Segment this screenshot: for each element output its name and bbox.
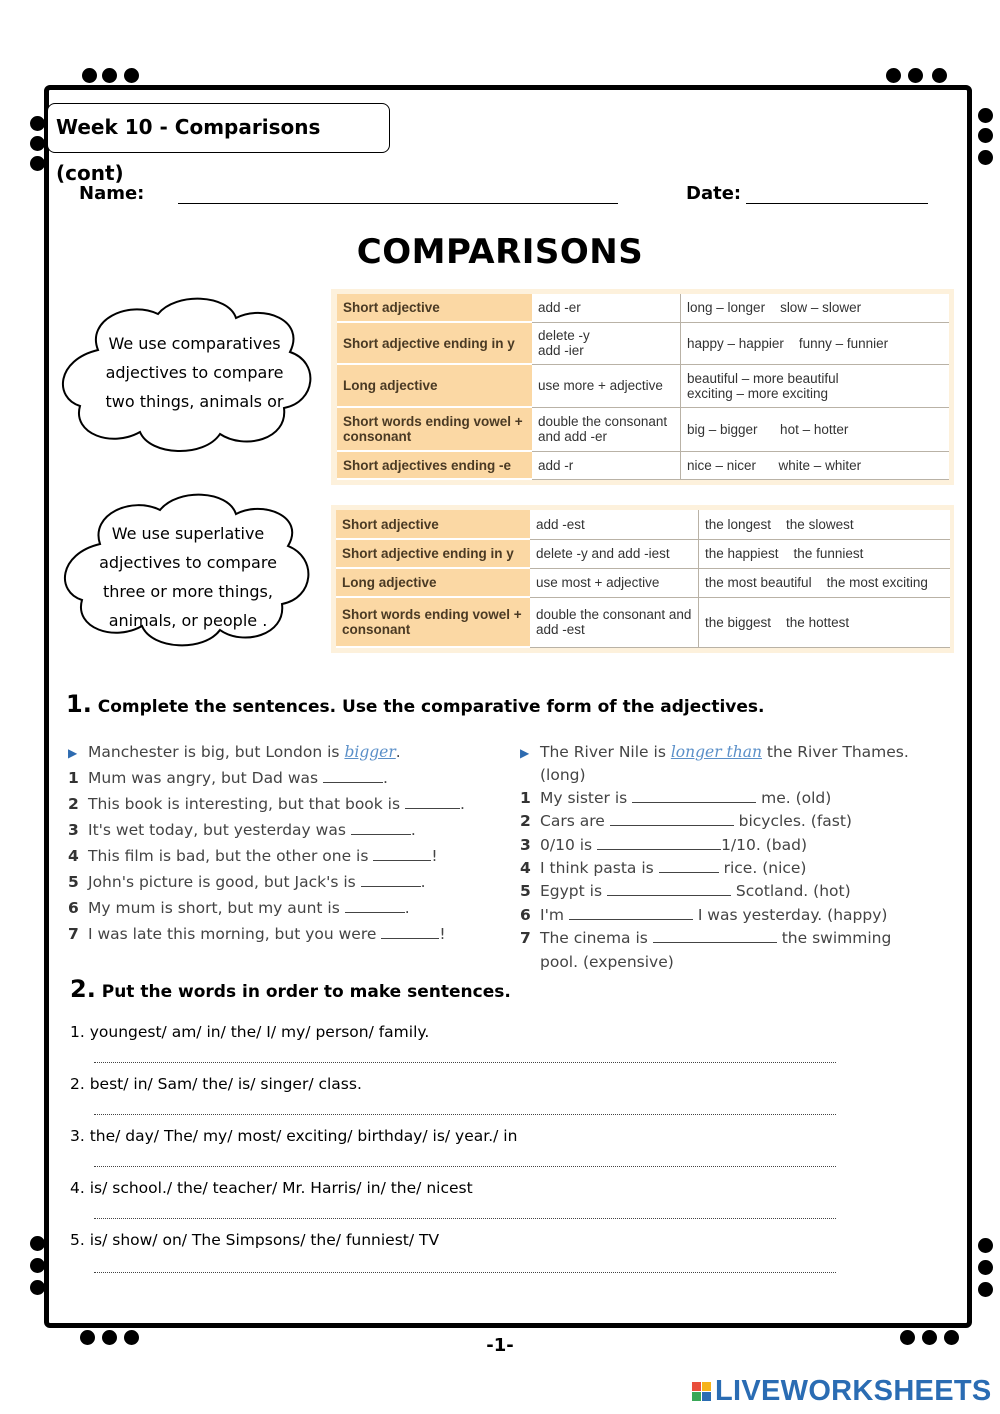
exercise1-right-item (520, 906, 887, 924)
answer-blank[interactable] (373, 848, 431, 861)
table-cell: use most + adjective (530, 568, 699, 597)
item-pre: The cinema is (540, 929, 648, 947)
decor-dot (82, 68, 97, 83)
exercise1-left-example: ▶ Manchester is big, but London is bigger. (68, 743, 401, 761)
exercise1-right-item (520, 859, 806, 877)
liveworksheets-logo-icon (692, 1382, 711, 1401)
exercise1-right-item (520, 882, 851, 900)
exercise1-left-item (68, 925, 446, 943)
comparative-table (337, 294, 949, 480)
exercise1-right-item (520, 812, 852, 830)
name-label: Name: (79, 183, 145, 204)
item-number: 1 (68, 769, 79, 787)
example-hint: (long) (540, 766, 586, 784)
decor-dot (102, 68, 117, 83)
table-row (337, 364, 949, 407)
exercise2-number: 2. (70, 975, 96, 1003)
exercise1-left-item (68, 873, 426, 891)
table-cell: happy – happier funny – funnier (681, 322, 950, 364)
item-pre: 0/10 is (540, 836, 593, 854)
play-arrow-icon: ▶ (68, 746, 78, 760)
cloud-comparatives-line: We use comparatives (108, 334, 281, 353)
exercise1-right-example (520, 743, 909, 761)
exercise1-right-item (520, 789, 831, 807)
table-row (336, 539, 950, 568)
item-post: the swimming (781, 929, 892, 947)
decor-dot (886, 68, 901, 83)
answer-blank[interactable] (361, 874, 421, 887)
page-number: -1- (486, 1335, 514, 1356)
date-label: Date: (686, 183, 742, 204)
table-cell: the most beautiful the most exciting (699, 568, 951, 597)
answer-blank[interactable] (351, 822, 411, 835)
table-cell: the happiest the funniest (699, 539, 951, 568)
table-row (337, 294, 949, 322)
table-cell: Long adjective (336, 568, 530, 597)
answer-blank[interactable] (323, 770, 383, 783)
item-pre: My sister is (540, 789, 628, 807)
answer-line[interactable] (94, 1114, 836, 1115)
item-text: It's wet today, but yesterday was (88, 821, 346, 839)
decor-dot (978, 1260, 993, 1275)
answer-line[interactable] (94, 1166, 836, 1167)
decor-dot (30, 1258, 45, 1273)
table-cell: beautiful – more beautiful exciting – more exciting (681, 364, 950, 407)
superlative-table (336, 510, 950, 648)
liveworksheets-brand[interactable] (692, 1374, 992, 1408)
example-answer: longer than (670, 743, 762, 761)
table-cell: double the consonant and add -est (530, 597, 699, 647)
item-text: Mum was angry, but Dad was (88, 769, 319, 787)
table-row (336, 568, 950, 597)
item-number: 4 (68, 847, 79, 865)
exercise1-right-item (520, 836, 807, 854)
table-cell: Short adjective (337, 294, 532, 322)
item-end: ! (439, 925, 446, 943)
table-cell: delete -y add -ier (532, 322, 681, 364)
page-title: COMPARISONS (356, 232, 644, 272)
item-post: Scotland. (hot) (735, 882, 851, 900)
cloud-superlatives-line: We use superlative (111, 524, 265, 543)
item-number: 6 (68, 899, 79, 917)
exercise2-instruction: Put the words in order to make sentences. (101, 982, 511, 1002)
item-number: 2 (68, 795, 79, 813)
table-cell: Short adjective ending in y (337, 322, 532, 364)
play-arrow-icon: ▶ (520, 746, 530, 760)
exercise2-item: 5. is/ show/ on/ The Simpsons/ the/ funniest/ TV (70, 1231, 440, 1249)
table-row (336, 597, 950, 647)
item-end: . (460, 795, 465, 813)
answer-blank[interactable] (653, 930, 777, 943)
example-text: The River Nile is (540, 743, 666, 761)
name-input-line[interactable] (178, 203, 618, 204)
answer-line[interactable] (94, 1272, 836, 1273)
exercise1-right-item (520, 929, 891, 947)
cloud-comparatives-line: adjectives to compare (105, 363, 284, 382)
cloud-superlatives-line: animals, or people . (108, 611, 268, 630)
answer-blank[interactable] (610, 813, 734, 826)
item-text: This book is interesting, but that book is (88, 795, 401, 813)
exercise1-left-item (68, 795, 465, 813)
exercise2-heading (70, 975, 511, 1003)
item-post: me. (old) (761, 789, 832, 807)
right-last-line: pool. (expensive) (540, 953, 674, 971)
answer-blank[interactable] (607, 883, 731, 896)
table-cell: Short words ending vowel + consonant (337, 407, 532, 451)
item-number: 2 (520, 812, 531, 830)
table-cell: the longest the slowest (699, 510, 951, 539)
decor-dot (978, 150, 993, 165)
decor-dot (978, 108, 993, 123)
answer-blank[interactable] (569, 907, 693, 920)
table-cell: double the consonant and add -er (532, 407, 681, 451)
cloud-superlatives-line: adjectives to compare (99, 553, 277, 572)
table-cell: Long adjective (337, 364, 532, 407)
table-cell: nice – nicer white – whiter (681, 451, 950, 479)
item-end: . (383, 769, 388, 787)
item-number: 3 (520, 836, 531, 854)
decor-dot (30, 1280, 45, 1295)
exercise1-left-item (68, 769, 388, 787)
cloud-comparatives-line: two things, animals or (105, 392, 284, 411)
date-input-line[interactable] (746, 203, 928, 204)
table-cell: use more + adjective (532, 364, 681, 407)
exercise2-item: 3. the/ day/ The/ my/ most/ exciting/ birthday/ is/ year./ in (70, 1127, 518, 1145)
decor-dot (932, 68, 947, 83)
item-number: 5 (68, 873, 79, 891)
exercise1-instruction: Complete the sentences. Use the comparative form of the adjectives. (97, 697, 765, 717)
item-number: 3 (68, 821, 79, 839)
answer-blank[interactable] (597, 837, 721, 850)
item-post: bicycles. (fast) (738, 812, 852, 830)
exercise2-item: 2. best/ in/ Sam/ the/ is/ singer/ class. (70, 1075, 362, 1093)
item-number: 7 (520, 929, 531, 947)
item-post: 1/10. (bad) (721, 836, 807, 854)
week-title: Week 10 - Comparisons (cont) (47, 103, 390, 153)
decor-dot (908, 68, 923, 83)
table-cell: add -er (532, 294, 681, 322)
decor-dot (30, 116, 45, 131)
item-pre: Cars are (540, 812, 605, 830)
answer-blank[interactable] (659, 860, 719, 873)
item-text: This film is bad, but the other one is (88, 847, 369, 865)
answer-blank[interactable] (381, 926, 439, 939)
item-text: My mum is short, but my aunt is (88, 899, 340, 917)
decor-dot (30, 156, 45, 171)
exercise1-heading (66, 690, 765, 718)
decor-dot (30, 1236, 45, 1251)
item-number: 5 (520, 882, 531, 900)
table-row (337, 451, 949, 479)
item-number: 1 (520, 789, 531, 807)
item-text: John's picture is good, but Jack's is (88, 873, 356, 891)
table-cell: delete -y and add -iest (530, 539, 699, 568)
table-cell: Short words ending vowel + consonant (336, 597, 530, 647)
example-answer: bigger (344, 743, 396, 761)
item-pre: I think pasta is (540, 859, 654, 877)
answer-blank[interactable] (345, 900, 405, 913)
decor-dot (30, 136, 45, 151)
example-text: Manchester is big, but London is (88, 743, 340, 761)
decor-dot (124, 68, 139, 83)
decor-dot (978, 128, 993, 143)
table-cell: long – longer slow – slower (681, 294, 950, 322)
exercise1-left-item (68, 847, 438, 865)
item-pre: Egypt is (540, 882, 603, 900)
answer-line[interactable] (94, 1218, 836, 1219)
item-number: 6 (520, 906, 531, 924)
item-post: I was yesterday. (happy) (697, 906, 888, 924)
decor-dot (978, 1238, 993, 1253)
table-cell: add -est (530, 510, 699, 539)
item-end: . (404, 899, 410, 917)
item-number: 7 (68, 925, 79, 943)
item-pre: I'm (540, 906, 564, 924)
table-row (337, 407, 949, 451)
exercise1-number: 1. (66, 690, 92, 718)
item-text: I was late this morning, but you were (88, 925, 377, 943)
item-end: . (410, 821, 416, 839)
example-rest: the River Thames. (766, 743, 909, 761)
table-cell: add -r (532, 451, 681, 479)
table-row (337, 322, 949, 364)
table-cell: Short adjective (336, 510, 530, 539)
item-end: . (420, 873, 426, 891)
table-cell: the biggest the hottest (699, 597, 951, 647)
exercise2-item: 1. youngest/ am/ in/ the/ I/ my/ person/ family. (70, 1023, 430, 1041)
item-post: rice. (nice) (723, 859, 807, 877)
item-number: 4 (520, 859, 531, 877)
exercise2-item: 4. is/ school./ the/ teacher/ Mr. Harris/ in/ the/ nicest (70, 1179, 473, 1197)
cloud-superlatives-line: three or more things, (103, 582, 273, 601)
answer-blank[interactable] (405, 796, 460, 809)
item-end: ! (431, 847, 438, 865)
decor-dot (978, 1282, 993, 1297)
table-cell: Short adjectives ending -e (337, 451, 532, 479)
exercise1-left-item (68, 821, 416, 839)
table-cell: Short adjective ending in y (336, 539, 530, 568)
table-row (336, 510, 950, 539)
brand-text: LIVEWORKSHEETS (715, 1374, 992, 1407)
table-cell: big – bigger hot – hotter (681, 407, 950, 451)
exercise1-left-item (68, 899, 410, 917)
answer-line[interactable] (94, 1062, 836, 1063)
answer-blank[interactable] (632, 790, 756, 803)
